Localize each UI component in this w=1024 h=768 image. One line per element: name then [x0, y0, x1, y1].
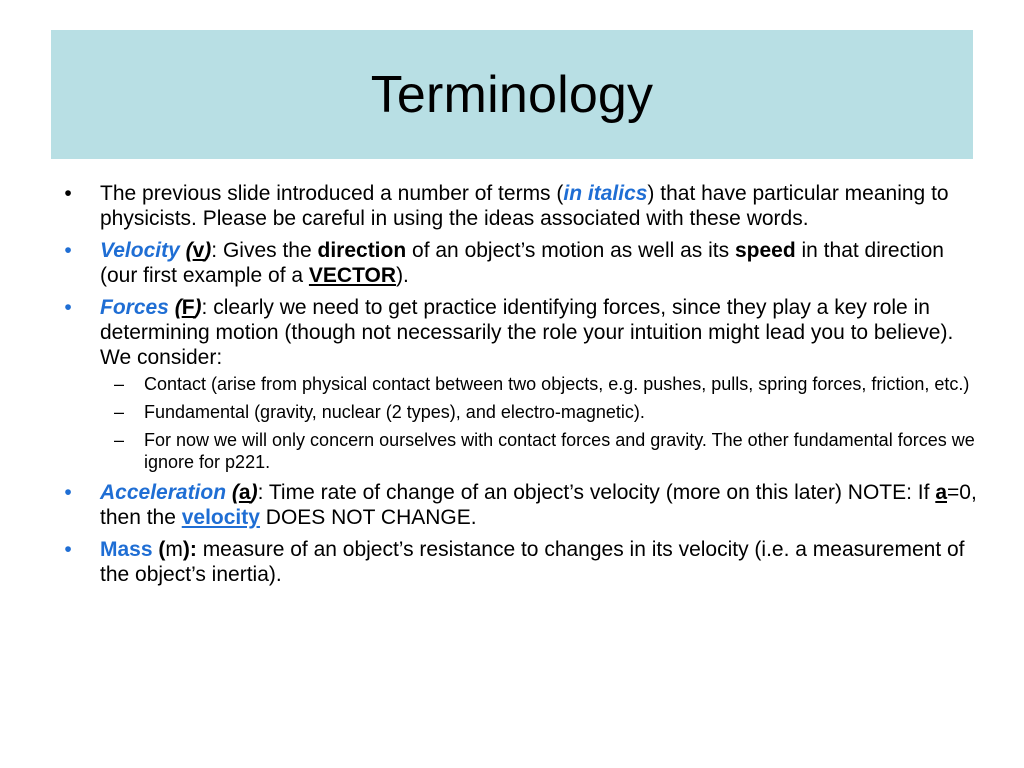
slide-body: [58, 181, 978, 594]
dash-marker: –: [114, 430, 125, 450]
intro-text-a: The previous slide introduced a number of terms (: [100, 182, 564, 205]
dash-marker: –: [114, 402, 125, 422]
bullet-mass: [58, 537, 978, 587]
velocity-bold-direction: direction: [317, 239, 407, 262]
sub-item-text: Fundamental (gravity, nuclear (2 types), and electro-magnetic).: [144, 402, 645, 422]
velocity-symbol-open: (: [179, 239, 193, 262]
bullet-marker: •: [64, 538, 72, 561]
velocity-bold-vector: VECTOR: [308, 264, 397, 287]
bullet-intro: [58, 181, 978, 231]
intro-text-b: ) that have particular meaning to physicists. Please be careful in using the ideas associated with these words.: [100, 182, 949, 230]
term-acceleration: Acceleration: [100, 481, 227, 504]
acceleration-text-c: DOES NOT CHANGE.: [259, 506, 477, 529]
mass-text-a: measure of an object’s resistance to changes in its velocity (i.e. a measurement of the object’s inertia).: [100, 538, 965, 586]
forces-text-a: : clearly we need to get practice identifying forces, since they play a key role in determining motion (though not necessarily the role your intuition might lead you to believe). We consider:: [100, 296, 954, 369]
acceleration-bold-a: a: [935, 481, 947, 504]
acceleration-symbol: a: [238, 481, 251, 504]
sub-item-scope: [100, 429, 978, 473]
forces-symbol: F: [181, 296, 195, 319]
mass-symbol: m: [165, 538, 183, 561]
slide-title: Terminology: [370, 65, 654, 124]
term-mass: Mass: [100, 538, 153, 561]
bullet-velocity: [58, 238, 978, 288]
bullet-forces: [58, 295, 978, 473]
bullet-marker: •: [64, 481, 72, 504]
sub-item-text: For now we will only concern ourselves with contact forces and gravity. The other fundamental forces we ignore for p221.: [144, 430, 975, 472]
sub-item-text: Contact (arise from physical contact between two objects, e.g. pushes, pulls, spring forces, friction, etc.): [144, 374, 970, 394]
velocity-bold-speed: speed: [734, 239, 796, 262]
bullet-acceleration: [58, 480, 978, 530]
acceleration-symbol-close: ): [250, 481, 258, 504]
velocity-link[interactable]: velocity: [181, 506, 260, 529]
intro-highlight: in italics: [563, 182, 648, 205]
velocity-text-d: ).: [396, 264, 409, 287]
bullet-list: [58, 181, 978, 587]
bullet-marker: •: [64, 296, 72, 319]
velocity-text-c: in that direction (our first example of a: [100, 239, 944, 287]
velocity-symbol: v: [192, 239, 205, 262]
forces-symbol-close: ): [194, 296, 202, 319]
forces-sublist: [100, 373, 978, 473]
mass-symbol-close: ):: [182, 538, 197, 561]
bullet-marker: •: [64, 182, 72, 205]
velocity-text-b: of an object’s motion as well as its: [406, 239, 735, 262]
dash-marker: –: [114, 374, 125, 394]
velocity-text-a: : Gives the: [211, 239, 318, 262]
acceleration-text-a: : Time rate of change of an object’s velocity (more on this later) NOTE: If: [257, 481, 936, 504]
acceleration-text-b: =0, then the: [100, 481, 977, 529]
sub-item-fundamental: [100, 401, 978, 423]
term-forces: Forces: [100, 296, 169, 319]
velocity-symbol-close: ): [204, 239, 212, 262]
title-bar: [51, 30, 973, 159]
bullet-marker: •: [64, 239, 72, 262]
forces-symbol-open: (: [168, 296, 182, 319]
sub-item-contact: [100, 373, 978, 395]
mass-symbol-open: (: [152, 538, 166, 561]
term-velocity: Velocity: [100, 239, 180, 262]
acceleration-symbol-open: (: [226, 481, 239, 504]
